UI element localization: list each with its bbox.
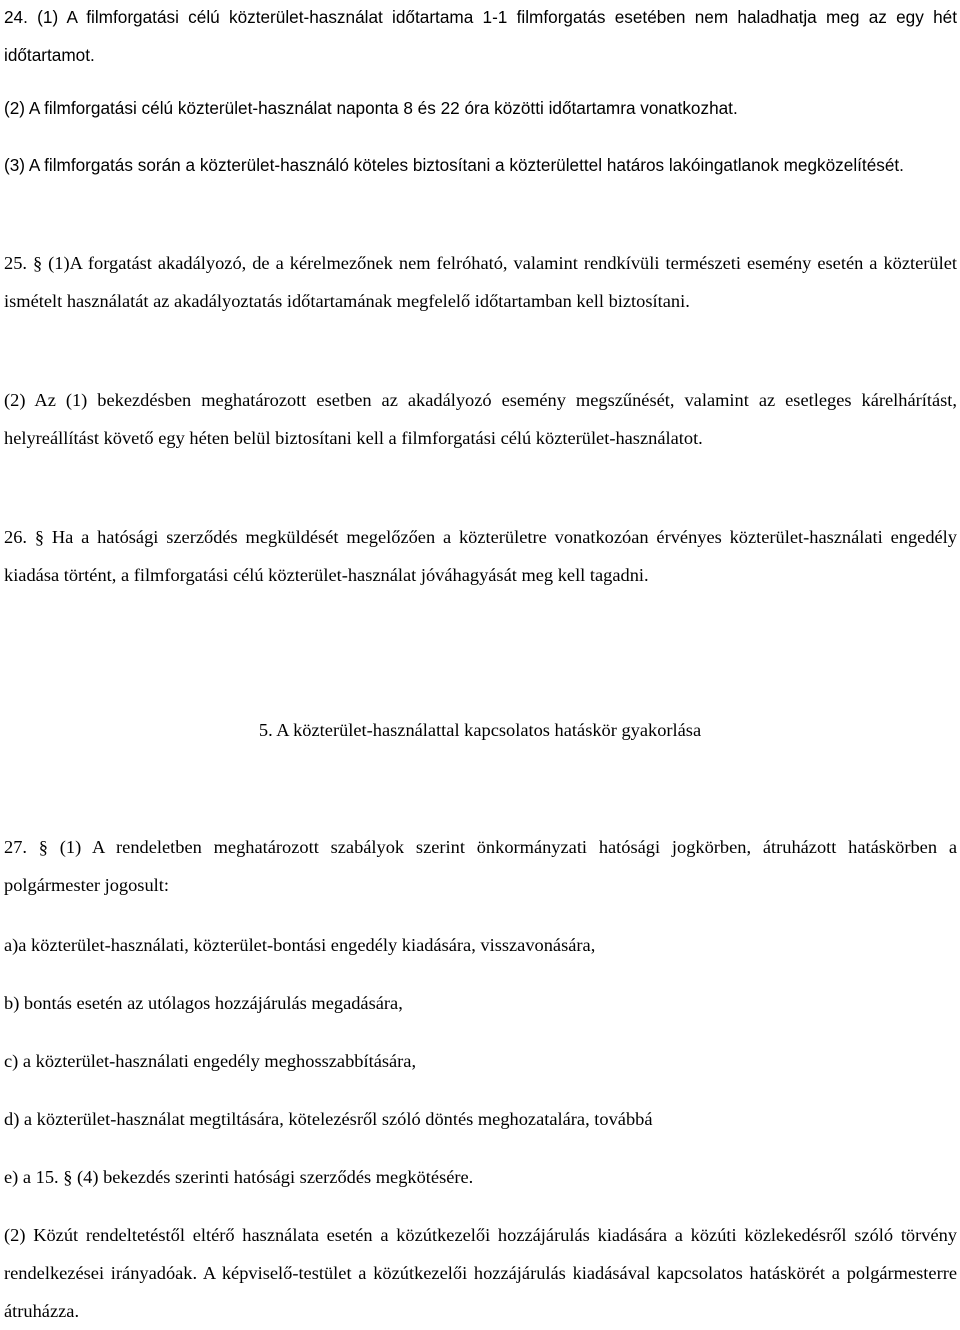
paragraph-24-3: (3) A filmforgatás során a közterület-használó köteles biztosítani a közterülettel határos lakóingatlanok megközelítését. [4,155,904,175]
list-item-27-a: a)a közterület-használati, közterület-bontási engedély kiadására, visszavonására, [4,935,596,955]
paragraph-27-1: 27. § (1) A rendeletben meghatározott szabályok szerint önkormányzati hatósági jogkörben, átruházott hatáskörben a polgármester jogosult: [4,837,957,895]
list-item-27-b: b) bontás esetén az utólagos hozzájárulás megadására, [4,993,403,1013]
paragraph-25-1: 25. § (1)A forgatást akadályozó, de a kérelmezőnek nem felróható, valamint rendkívüli természeti esemény esetén a közterület ismételt használatát az akadályoztatás időtartamának megfelelő időtartamban kell biztosítani. [4,253,957,311]
paragraph-26: 26. § Ha a hatósági szerződés megküldését megelőzően a közterületre vonatkozóan érvényes közterület-használati engedély kiadása történt, a filmforgatási célú közterület-használat jóváhagyását meg kell tagadni. [4,527,957,585]
paragraph-24-2: (2) A filmforgatási célú közterület-használat naponta 8 és 22 óra közötti időtartamra vonatkozhat. [4,98,738,118]
paragraph-25-2: (2) Az (1) bekezdésben meghatározott esetben az akadályozó esemény megszűnését, valamint az esetleges kárelhárítást, helyreállítást követő egy héten belül biztosítani kell a filmforgatási célú közterület-használatot. [4,390,957,448]
paragraph-24-1: 24. (1) A filmforgatási célú közterület-használat időtartama 1-1 filmforgatás esetében nem haladhatja meg az egy hét időtartamot. [4,7,957,65]
list-item-27-e: e) a 15. § (4) bekezdés szerinti hatósági szerződés megkötésére. [4,1167,474,1187]
paragraph-27-2: (2) Közút rendeltetéstől eltérő használata esetén a közútkezelői hozzájárulás kiadására a közúti közlekedésről szóló törvény rendelkezései irányadóak. A képviselő-testület a közútkezelői hozzájárulás kiadásával kapcsolatos hatáskörét a polgármesterre átruházza. [4,1225,957,1321]
list-item-27-c: c) a közterület-használati engedély meghosszabbítására, [4,1051,417,1071]
list-item-27-d: d) a közterület-használat megtiltására, kötelezésről szóló döntés meghozatalára, továbbá [4,1109,653,1129]
section-5-heading: 5. A közterület-használattal kapcsolatos hatáskör gyakorlása [258,720,702,740]
